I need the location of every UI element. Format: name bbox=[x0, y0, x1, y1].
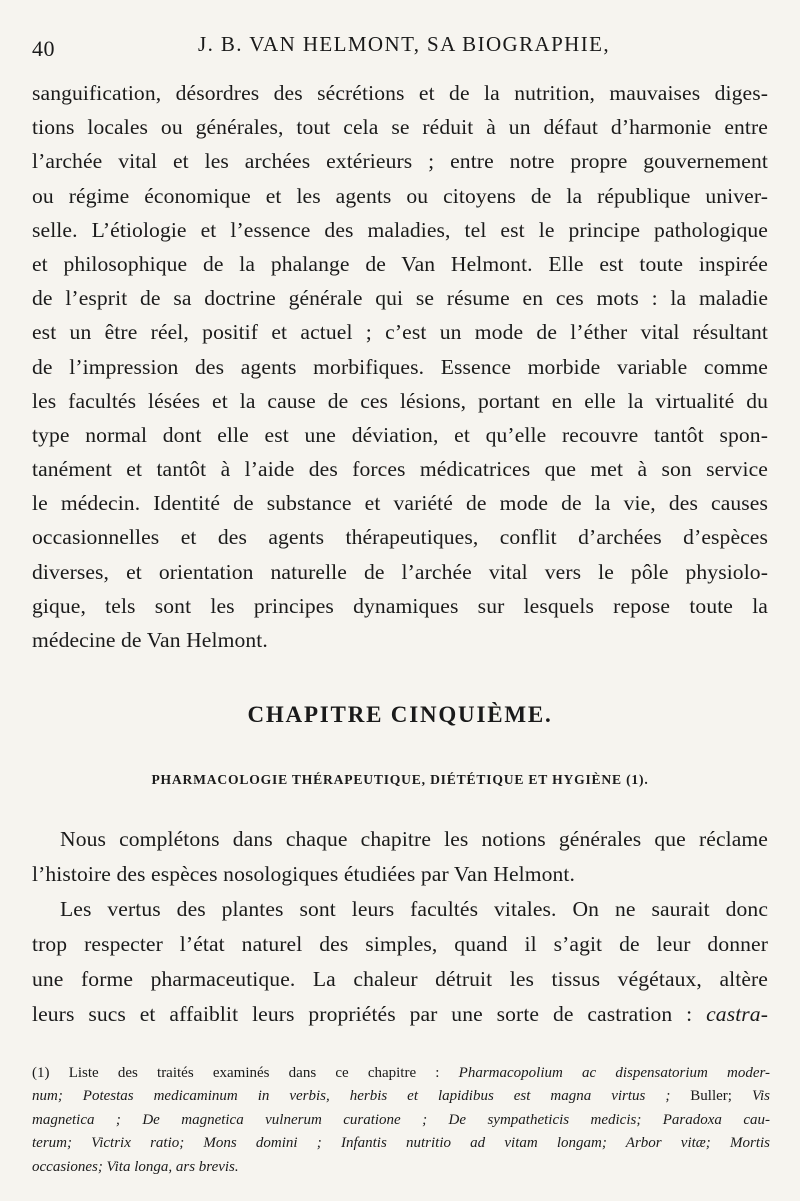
chapter-line: Les vertus des plantes sont leurs facultés vitales. On ne saurait donc bbox=[60, 897, 768, 921]
footnote-line bbox=[32, 1085, 770, 1108]
body-line: sanguification, désordres des sécrétions et de la nutrition, mauvaises diges- bbox=[32, 81, 768, 105]
body-line: de l’esprit de sa doctrine générale qui se résume en ces mots : la maladie bbox=[32, 286, 768, 311]
footnote-italic: terum; Victrix ratio; Mons domini ; Infantis nutritio ad vitam longam; Arbor vitæ; Mortis bbox=[32, 1135, 770, 1152]
body-line: ou régime économique et les agents ou citoyens de la république univer- bbox=[32, 183, 768, 208]
chapter-line: trop respecter l’état naturel des simples, quand il s’agit de leur donner bbox=[32, 932, 768, 956]
footnote-line bbox=[32, 1156, 770, 1179]
footnote-italic: magnetica ; De magnetica vulnerum curatione ; De sympatheticis medicis; Paradoxa cau- bbox=[32, 1111, 770, 1128]
chapter-line: une forme pharmaceutique. La chaleur détruit les tissus végétaux, altère bbox=[32, 967, 768, 991]
body-line: tions locales ou générales, tout cela se réduit à un défaut d’harmonie entre bbox=[32, 115, 768, 140]
footnote bbox=[32, 1062, 770, 1179]
body-line: le médecin. Identité de substance et variété de mode de la vie, des causes bbox=[32, 491, 768, 516]
body-line: occasionnelles et des agents thérapeutiques, conflit d’archées d’espèces bbox=[32, 525, 768, 550]
footnote-normal: Buller; bbox=[690, 1088, 732, 1105]
chapter-line: Nous complétons dans chaque chapitre les notions générales que réclame bbox=[60, 827, 768, 851]
footnote-italic: num; Potestas medicaminum in verbis, herbis et lapidibus est magna virtus ; bbox=[32, 1088, 671, 1105]
footnote-italic: Pharmacopolium ac dispensatorium moder- bbox=[458, 1065, 771, 1081]
footnote-marker: (1) bbox=[32, 1065, 50, 1081]
chapter-line: l’histoire des espèces nosologiques étudiées par Van Helmont. bbox=[32, 862, 576, 886]
footnote-line bbox=[32, 1109, 770, 1132]
body-paragraph bbox=[32, 76, 768, 657]
footnote-italic: Vis bbox=[751, 1088, 770, 1105]
body-line: diverses, et orientation naturelle de l’archée vital vers le pôle physiolo- bbox=[32, 559, 768, 584]
footnote-italic: occasiones; Vita longa, ars brevis. bbox=[32, 1158, 239, 1175]
chapter-line-italic-end: castra- bbox=[706, 1002, 769, 1026]
chapter-line bbox=[32, 997, 768, 1032]
running-title: J. B. VAN HELMONT, SA BIOGRAPHIE, bbox=[198, 32, 610, 56]
body-line: l’archée vital et les archées extérieurs ; entre notre propre gouvernement bbox=[32, 149, 768, 174]
page-number: 40 bbox=[32, 36, 55, 61]
body-line: est un être réel, positif et actuel ; c’est un mode de l’éther vital résultant bbox=[32, 320, 768, 345]
running-head bbox=[32, 30, 772, 60]
body-line: médecine de Van Helmont. bbox=[32, 628, 268, 652]
footnote-intro: Liste des traités examinés dans ce chapitre : bbox=[68, 1065, 440, 1081]
chapter-paragraph bbox=[32, 822, 768, 1032]
chapter-title: CHAPITRE CINQUIÈME. bbox=[247, 702, 553, 727]
body-line: tanément et tantôt à l’aide des forces médicatrices que met à son service bbox=[32, 457, 768, 482]
footnote-line bbox=[32, 1062, 770, 1085]
body-line: et philosophique de la phalange de Van Helmont. Elle est toute inspirée bbox=[32, 251, 768, 276]
body-line: de l’impression des agents morbifiques. Essence morbide variable comme bbox=[32, 354, 768, 379]
body-line: selle. L’étiologie et l’essence des maladies, tel est le principe pathologique bbox=[32, 217, 768, 242]
body-line: gique, tels sont les principes dynamiques sur lesquels repose toute la bbox=[32, 593, 768, 618]
chapter-subtitle: PHARMACOLOGIE THÉRAPEUTIQUE, DIÉTÉTIQUE ET HYGIÈNE (1). bbox=[151, 772, 649, 787]
footnote-line bbox=[32, 1132, 770, 1155]
chapter-line-text: leurs sucs et affaiblit leurs propriétés par une sorte de castration : bbox=[32, 1002, 693, 1026]
body-line: type normal dont elle est une déviation, et qu’elle recouvre tantôt spon- bbox=[32, 422, 768, 447]
body-line: les facultés lésées et la cause de ces lésions, portant en elle la virtualité du bbox=[32, 388, 768, 413]
